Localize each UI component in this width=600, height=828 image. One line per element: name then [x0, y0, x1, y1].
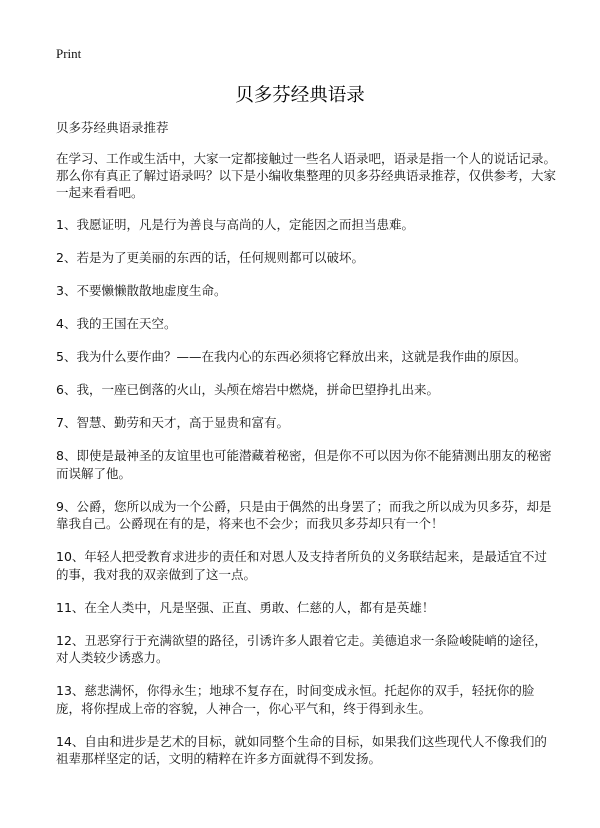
page-title: 贝多芬经典语录: [235, 85, 365, 106]
article-body: [56, 119, 556, 783]
quote-list: [56, 216, 556, 768]
quote-item: 11、在全人类中，凡是坚强、正直、勇敢、仁慈的人，都有是英雄！: [56, 599, 435, 615]
quote-item: 2、若是为了更美丽的东西的话，任何规则都可以破坏。: [56, 250, 364, 265]
quote-item: 3、不要懒懒散散地虚度生命。: [56, 283, 227, 298]
article-subtitle: 贝多芬经典语录推荐: [56, 120, 169, 135]
quote-item: 13、慈悲满怀，你得永生；地球不复存在，时间变成永恒。托起你的双手，轻抚你的脸庞，将你捏成上帝的容貌，人神合一，你心平气和，终于得到永生。: [56, 683, 535, 716]
quote-item: 9、公爵，您所以成为一个公爵，只是由于偶然的出身罢了；而我之所以成为贝多芬，却是靠我自己。公爵现在有的是，将来也不会少；而我贝多芬却只有一个！: [56, 498, 552, 531]
quote-item: 10、年轻人把受教育求进步的责任和对恩人及支持者所负的义务联结起来，是最适宜不过的事，我对我的双亲做到了这一点。: [56, 549, 547, 582]
quote-item: 8、即使是最神圣的友谊里也可能潜藏着秘密，但是你不可以因为你不能猜测出朋友的秘密而误解了他。: [56, 448, 552, 481]
quote-item: 7、智慧、勤劳和天才，高于显贵和富有。: [56, 415, 289, 430]
quote-item: 1、我愿证明，凡是行为善良与高尚的人，定能因之而担当患难。: [56, 217, 414, 232]
quote-item: 12、丑恶穿行于充满欲望的路径，引诱许多人跟着它走。美德追求一条险峻陡峭的途径，对人类较少诱惑力。: [56, 632, 547, 665]
print-link[interactable]: Print: [56, 46, 82, 61]
quote-item: 6、我，一座已倒落的火山，头颅在熔岩中燃烧，拼命巴望挣扎出来。: [56, 382, 439, 397]
quote-item: 4、我的王国在天空。: [56, 316, 177, 331]
quote-item: 5、我为什么要作曲？——在我内心的东西必须将它释放出来，这就是我作曲的原因。: [56, 349, 527, 364]
article-intro: 在学习、工作或生活中，大家一定都接触过一些名人语录吧，语录是指一个人的说话记录。那么你有真正了解过语录吗？以下是小编收集整理的贝多芬经典语录推荐，仅供参考，大家一起来看看吧。: [56, 151, 557, 200]
quote-item: 14、自由和进步是艺术的目标，就如同整个生命的目标，如果我们这些现代人不像我们的祖辈那样坚定的话，文明的精粹在许多方面就得不到发扬。: [56, 733, 547, 766]
